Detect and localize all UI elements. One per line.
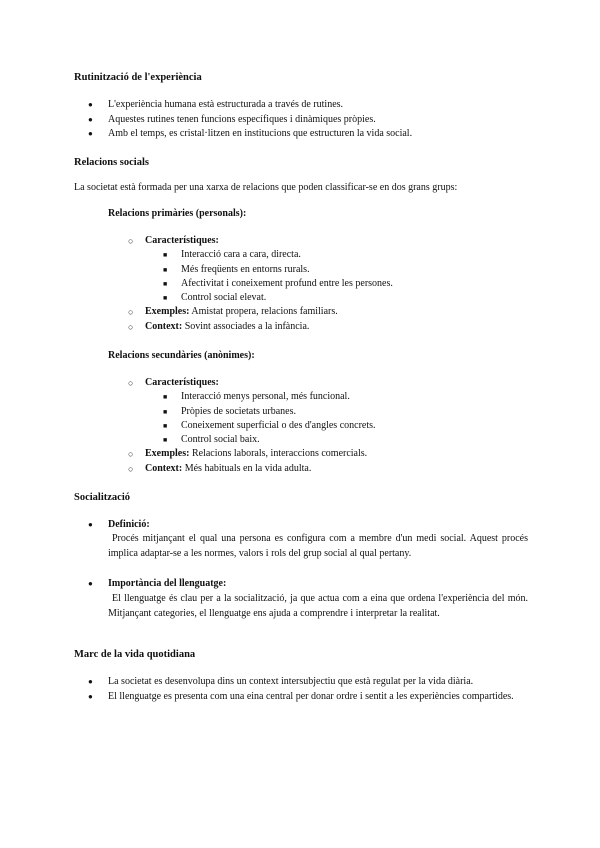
list-item <box>128 305 508 319</box>
secondary-relations-list <box>128 376 508 476</box>
list-item <box>128 462 508 476</box>
list-item: ■ Afectivitat i coneixement profund entre les persones. <box>163 277 508 291</box>
primary-relations-list <box>128 234 508 334</box>
definition-label: Definició: <box>108 519 150 530</box>
examples-label: Exemples: <box>145 448 190 460</box>
secondary-relations-title: Relacions secundàries (anònimes): <box>108 350 255 361</box>
rutinitzacio-list <box>88 98 518 142</box>
secondary-characteristics-list <box>163 390 508 447</box>
heading-vida-quotidiana: Marc de la vida quotidiana <box>74 649 196 660</box>
characteristics-label: Característiques: <box>145 235 219 246</box>
list-item: ● Amb el temps, es cristal·litzen en institucions que estructuren la vida social. <box>88 127 518 142</box>
list-item <box>128 376 508 447</box>
context-text: Sovint associades a la infància. <box>182 320 310 332</box>
examples-text: Relacions laborals, interaccions comercials. <box>189 448 368 460</box>
list-item: ● L'experiència humana està estructurada a través de rutines. <box>88 98 518 113</box>
heading-rutinitzacio: Rutinització de l'experiència <box>74 72 202 83</box>
vida-quotidiana-list <box>88 675 528 704</box>
list-item <box>88 518 528 533</box>
list-item <box>128 447 508 461</box>
examples-text: Amistat propera, relacions familiars. <box>189 306 338 318</box>
language-text: El llenguatge és clau per a la socialització, ja que actua com a eina que ordena l'experiència del món. Mitjançant categories, el llenguatge ens ajuda a comprendre i interpretar la realitat. <box>108 593 528 619</box>
primary-characteristics-list <box>163 248 508 305</box>
list-item <box>128 320 508 334</box>
context-text: Més habituals en la vida adulta. <box>182 462 312 474</box>
list-item: ■ Control social elevat. <box>163 291 508 305</box>
list-item: ● Aquestes rutines tenen funcions específiques i dinàmiques pròpies. <box>88 113 518 128</box>
relacions-intro: La societat està formada per una xarxa de relacions que poden classificar-se en dos grans grups: <box>74 182 458 193</box>
definition-text: Procés mitjançant el qual una persona es configura com a membre d'un medi social. Aquest procés implica adaptar-se a les normes, valors i rols del grup social al qual pertany. <box>108 533 528 559</box>
list-item: ● El llenguatge es presenta com una eina central per donar ordre i sentit a les experiències compartides. <box>88 690 528 705</box>
heading-socialitzacio: Socialització <box>74 492 130 503</box>
language-label: Importància del llenguatge: <box>108 578 227 589</box>
characteristics-label: Característiques: <box>145 377 219 388</box>
list-item: ■ Més freqüents en entorns rurals. <box>163 263 508 277</box>
heading-relacions-socials: Relacions socials <box>74 157 149 168</box>
context-label: Context: <box>145 462 183 474</box>
list-item: ■ Control social baix. <box>163 433 508 447</box>
list-item <box>88 577 528 592</box>
list-item: ■ Coneixement superficial o des d'angles concrets. <box>163 419 508 433</box>
primary-relations-title: Relacions primàries (personals): <box>108 208 247 219</box>
list-item: ■ Interacció cara a cara, directa. <box>163 248 508 262</box>
context-label: Context: <box>145 320 183 332</box>
list-item: ● La societat es desenvolupa dins un context intersubjectiu que està regulat per la vida diària. <box>88 675 528 690</box>
list-item: ■ Pròpies de societats urbanes. <box>163 405 508 419</box>
examples-label: Exemples: <box>145 306 190 318</box>
list-item: ■ Interacció menys personal, més funcional. <box>163 390 508 404</box>
language-list <box>88 577 528 592</box>
list-item <box>128 234 508 305</box>
socialitzacio-list <box>88 518 528 533</box>
